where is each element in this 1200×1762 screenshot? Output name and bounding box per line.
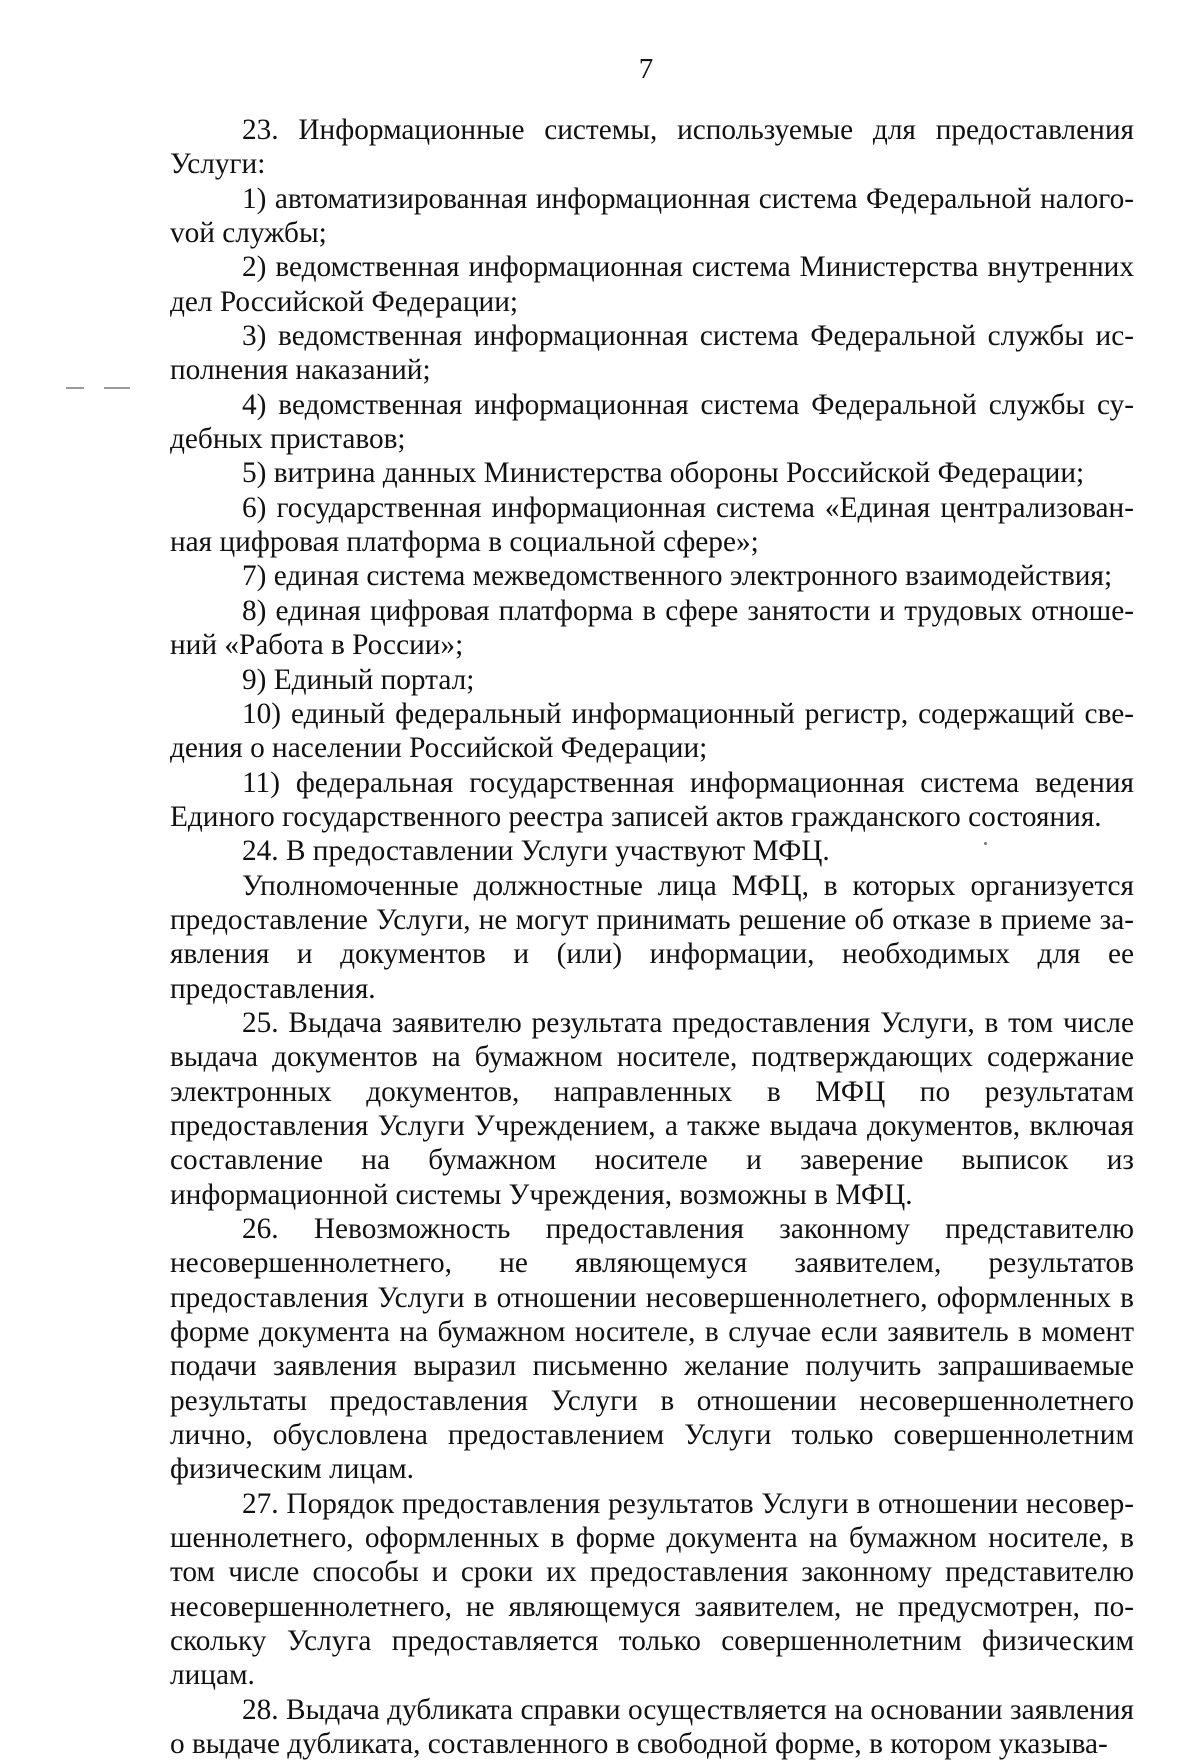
list-item-9: 9) Единый портал;	[242, 663, 475, 696]
margin-dash-mark	[66, 387, 84, 389]
paragraph-23: 23. Информационные системы, используемые для предоставления Услуги:	[170, 114, 1134, 181]
document-body	[170, 113, 1134, 1762]
list-item-4: 4) ведомственная информационная система Федеральной службы судебных приставов;	[170, 388, 1134, 456]
list-item-5: 5) витрина данных Министерства обороны Российской Федерации;	[242, 457, 1085, 490]
paragraph-28: 28. Выдача дубликата справки осуществляется на основании заявления о выдаче дубликата, составленного в свободной форме, в котором указыва-	[170, 1693, 1134, 1761]
paragraph-24-authorized-officials: Уполномоченные должностные лица МФЦ, в которых организуется предоставление Услуги, не могут принимать решение об отказе в приеме заявления и документов и (или) информации, необходимых для ее предоставления.	[170, 869, 1134, 1005]
list-item-8: 8) единая цифровая платформа в сфере занятости и трудовых отношений «Работа в России»;	[170, 594, 1134, 662]
paragraph-25: 25. Выдача заявителю результата предоставления Услуги, в том числе выдача документов на бумажном носителе, подтверждающих содержание электронных документов, направленных в МФЦ по результатам предоставления Услуги Учреждением, а также выдача документов, включая составление на бумажном носителе и заверение выписок из информационной системы Учреждения, возможны в МФЦ.	[170, 1006, 1134, 1211]
list-item-10: 10) единый федеральный информационный регистр, содержащий сведения о населении Российской Федерации;	[170, 697, 1134, 765]
list-item-6: 6) государственная информационная система «Единая централизованная цифровая платформа в социальной сфере»;	[170, 491, 1134, 559]
paragraph-24: 24. В предоставлении Услуги участвуют МФЦ.	[242, 835, 830, 868]
paragraph-27: 27. Порядок предоставления результатов Услуги в отношении несовершеннолетнего, оформленных в форме документа на бумажном носителе, в том числе способы и сроки их предоставления законному представителю несовершеннолетнего, не являющемуся заявителем, не предусмотрен, поскольку Услуга предоставляется только совершеннолетним физическим лицам.	[170, 1487, 1134, 1692]
paragraph-26: 26. Невозможность предоставления законному представителю несовершеннолетнего, не являющемуся заявителем, результатов предоставления Услуги в отношении несовершеннолетнего, оформленных в форме документа на бумажном носителе, в случае если заявитель в момент подачи заявления выразил письменно желание получить запрашиваемые результаты предоставления Услуги в отношении несовершеннолетнего лично, обусловлена предоставлением Услуги только совершеннолетним физическим лицам.	[170, 1213, 1134, 1486]
list-item-3: 3) ведомственная информационная система Федеральной службы исполнения наказаний;	[170, 320, 1134, 387]
page-number: 7	[638, 53, 654, 85]
list-item-2: 2) ведомственная информационная система Министерства внутренних дел Российской Федерации;	[170, 251, 1134, 318]
margin-dash-mark	[104, 387, 130, 389]
list-item-11: 11) федеральная государственная информационная система ведения Единого государственного реестра записей актов гражданского состояния.	[170, 766, 1134, 833]
list-item-7: 7) единая система межведомственного электронного взаимодействия;	[242, 560, 1113, 593]
list-item-1: 1) автоматизированная информационная система Федеральной налогоvой службы;	[170, 182, 1134, 250]
